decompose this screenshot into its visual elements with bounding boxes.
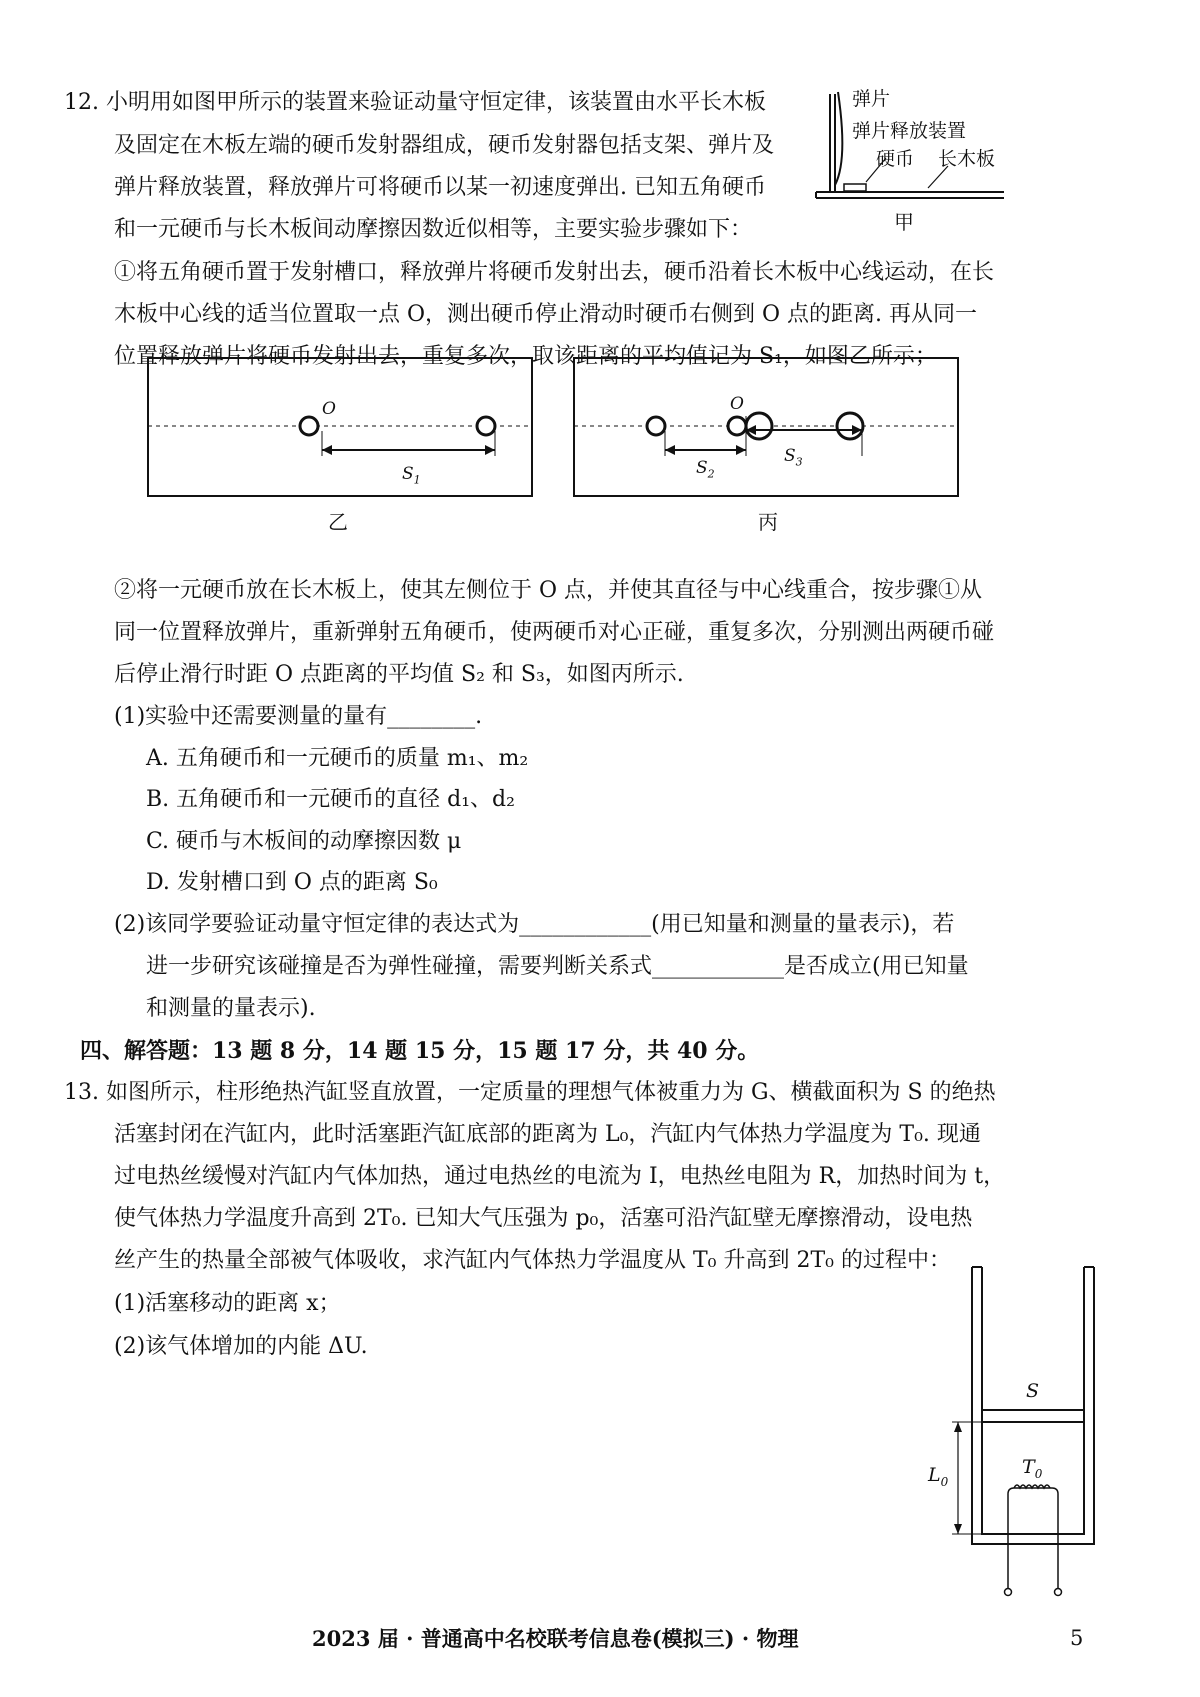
q13-line-1: 13. 如图所示，柱形绝热汽缸竖直放置，一定质量的理想气体被重力为 G、横截面积为 S 的绝热 — [64, 1080, 996, 1105]
label-coin: 硬币 — [876, 148, 915, 170]
q12-option-a: A. 五角硬币和一元硬币的质量 m₁、m₂ — [146, 746, 529, 771]
q13-line-4: 使气体热力学温度升高到 2T₀. 已知大气压强为 p₀，活塞可沿汽缸壁无摩擦滑动，设电热 — [114, 1206, 973, 1231]
q12-line-5: ①将五角硬币置于发射槽口，释放弹片将硬币发射出去，硬币沿着长木板中心线运动，在长 — [114, 260, 995, 285]
figure-bing — [572, 356, 962, 536]
yi-s1-label: $S_1$ — [402, 464, 421, 487]
cyl-t0-label: $T_0$ — [1022, 1456, 1043, 1481]
bing-s2-label: $S_2$ — [696, 458, 715, 481]
figure-yi-drawing — [146, 356, 536, 501]
q12-sub2-line-3: 和测量的量表示). — [146, 996, 316, 1021]
label-tanpian: 弹片 — [852, 88, 891, 110]
q13-sub2: (2)该气体增加的内能 ΔU. — [114, 1334, 368, 1359]
q12-step2-line-1: ②将一元硬币放在长木板上，使其左侧位于 O 点，并使其直径与中心线重合，按步骤①从 — [114, 578, 983, 603]
label-release-device: 弹片释放装置 — [852, 120, 967, 142]
q13-line-2: 活塞封闭在汽缸内，此时活塞距汽缸底部的距离为 L₀，汽缸内气体热力学温度为 T₀. 现通 — [114, 1122, 981, 1147]
caption-yi: 乙 — [328, 510, 348, 534]
q13-line-5: 丝产生的热量全部被气体吸收，求汽缸内气体热力学温度从 T₀ 升高到 2T₀ 的过程中： — [114, 1248, 951, 1273]
caption-jia: 甲 — [894, 210, 914, 234]
figure-yi — [146, 356, 536, 536]
bing-s3-label: $S_3$ — [784, 446, 803, 469]
q13-line-3: 过电热丝缓慢对汽缸内气体加热，通过电热丝的电流为 I，电热丝电阻为 R，加热时间为 t， — [114, 1164, 1006, 1189]
q12-line-7: 位置释放弹片将硬币发射出去，重复多次，取该距离的平均值记为 S₁，如图乙所示； — [114, 344, 937, 369]
cyl-l0-label: $L_0$ — [928, 1464, 949, 1489]
yi-o-label: O — [322, 399, 336, 419]
q12-line-6: 木板中心线的适当位置取一点 O，测出硬币停止滑动时硬币右侧到 O 点的距离. 再从同一 — [114, 302, 978, 327]
q12-sub2-line-1: (2)该同学要验证动量守恒定律的表达式为____________(用已知量和测量的量表示)，若 — [114, 912, 955, 937]
q12-sub2-line-2: 进一步研究该碰撞是否为弹性碰撞，需要判断关系式____________是否成立(用已知量 — [146, 954, 969, 979]
section-4-heading: 四、解答题：13 题 8 分，14 题 15 分，15 题 17 分，共 40 分。 — [80, 1038, 760, 1064]
footer-title: 2023 届 · 普通高中名校联考信息卷(模拟三) · 物理 — [312, 1626, 799, 1651]
cyl-s-label: S — [1026, 1380, 1040, 1402]
q12-sub1: (1)实验中还需要测量的量有________. — [114, 704, 483, 729]
label-board: 长木板 — [938, 148, 996, 170]
q13-sub1: (1)活塞移动的距离 x； — [114, 1291, 341, 1316]
figure-cylinder — [900, 1262, 1100, 1602]
q12-option-b: B. 五角硬币和一元硬币的直径 d₁、d₂ — [146, 787, 515, 812]
q12-option-c: C. 硬币与木板间的动摩擦因数 μ — [146, 829, 462, 854]
page-number: 5 — [1070, 1626, 1084, 1650]
q12-line-3: 弹片释放装置，释放弹片可将硬币以某一初速度弹出. 已知五角硬币 — [114, 175, 766, 200]
figure-bing-drawing — [572, 356, 962, 501]
q12-option-d: D. 发射槽口到 O 点的距离 S₀ — [146, 870, 438, 895]
cylinder-drawing — [900, 1262, 1100, 1602]
q12-line-2: 及固定在木板左端的硬币发射器组成，硬币发射器包括支架、弹片及 — [114, 133, 775, 158]
q12-step2-line-2: 同一位置释放弹片，重新弹射五角硬币，使两硬币对心正碰，重复多次，分别测出两硬币碰 — [114, 620, 995, 645]
figure-jia — [808, 80, 1008, 240]
bing-o-label: O — [730, 394, 744, 414]
q12-step2-line-3: 后停止滑行时距 O 点距离的平均值 S₂ 和 S₃，如图丙所示. — [114, 662, 684, 687]
caption-bing: 丙 — [758, 510, 778, 534]
q12-line-4: 和一元硬币与长木板间动摩擦因数近似相等，主要实验步骤如下： — [114, 217, 753, 242]
q12-line-1: 12. 小明用如图甲所示的装置来验证动量守恒定律，该装置由水平长木板 — [64, 90, 766, 115]
